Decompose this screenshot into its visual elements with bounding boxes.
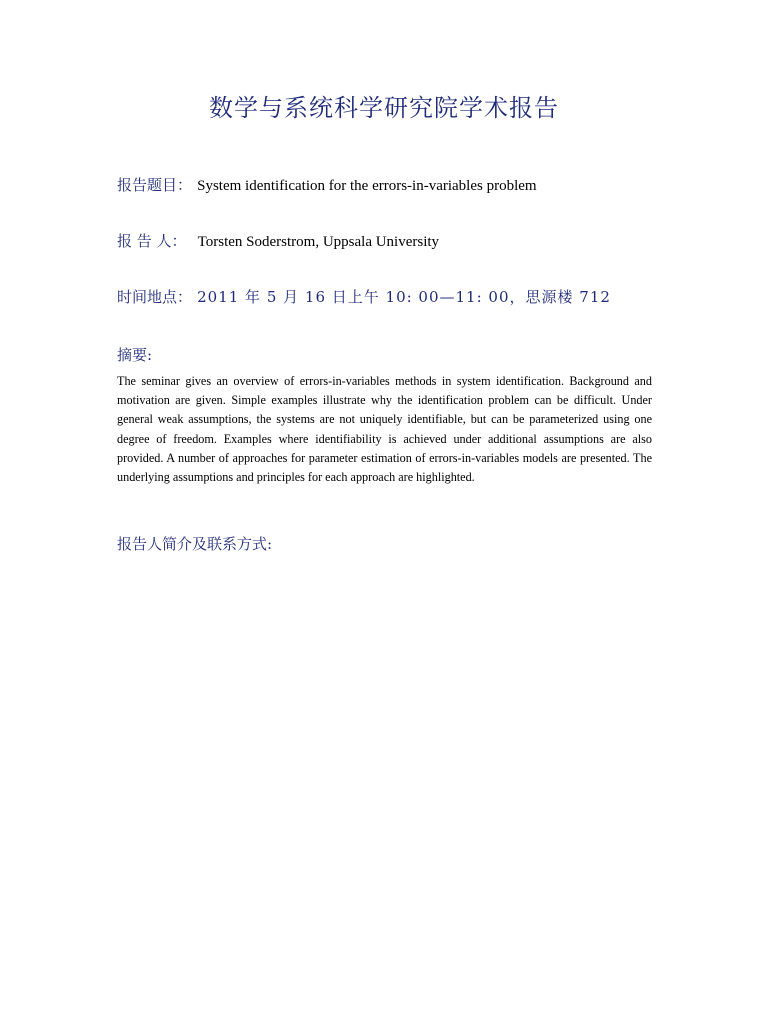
topic-row [117,174,537,195]
abstract-label: 摘要: [117,346,153,364]
page-title: 数学与系统科学研究院学术报告 [209,94,559,122]
topic-label: 报告题目： [117,176,193,194]
time-value: 2011 年 5 月 16 日上午 10: 00—11: 00，思源楼 712 [197,288,611,306]
bio-heading-row [117,533,272,554]
speaker-label: 报 告 人： [117,232,187,250]
bio-label: 报告人简介及联系方式: [117,535,273,553]
speaker-row [117,230,439,251]
abstract-heading-row [117,344,152,365]
topic-value: System identification for the errors-in-variables problem [197,178,537,194]
speaker-value: Torsten Soderstrom, Uppsala University [197,234,440,250]
time-label: 时间地点： [117,288,193,306]
time-row [117,286,611,307]
abstract-text: The seminar gives an overview of errors-in-variables methods in system identification. Background and motivation are given. Simple examples illustrate why the identification problem can be difficult. Under general weak assumptions, the systems are not uniquely identifiable, but can be parameterized using one degree of freedom. Examples where identifiability is achieved under additional assumptions are also provided. A number of approaches for parameter estimation of errors-in-variables models are presented. The underlying assumptions and principles for each approach are highlighted. [117,374,652,485]
